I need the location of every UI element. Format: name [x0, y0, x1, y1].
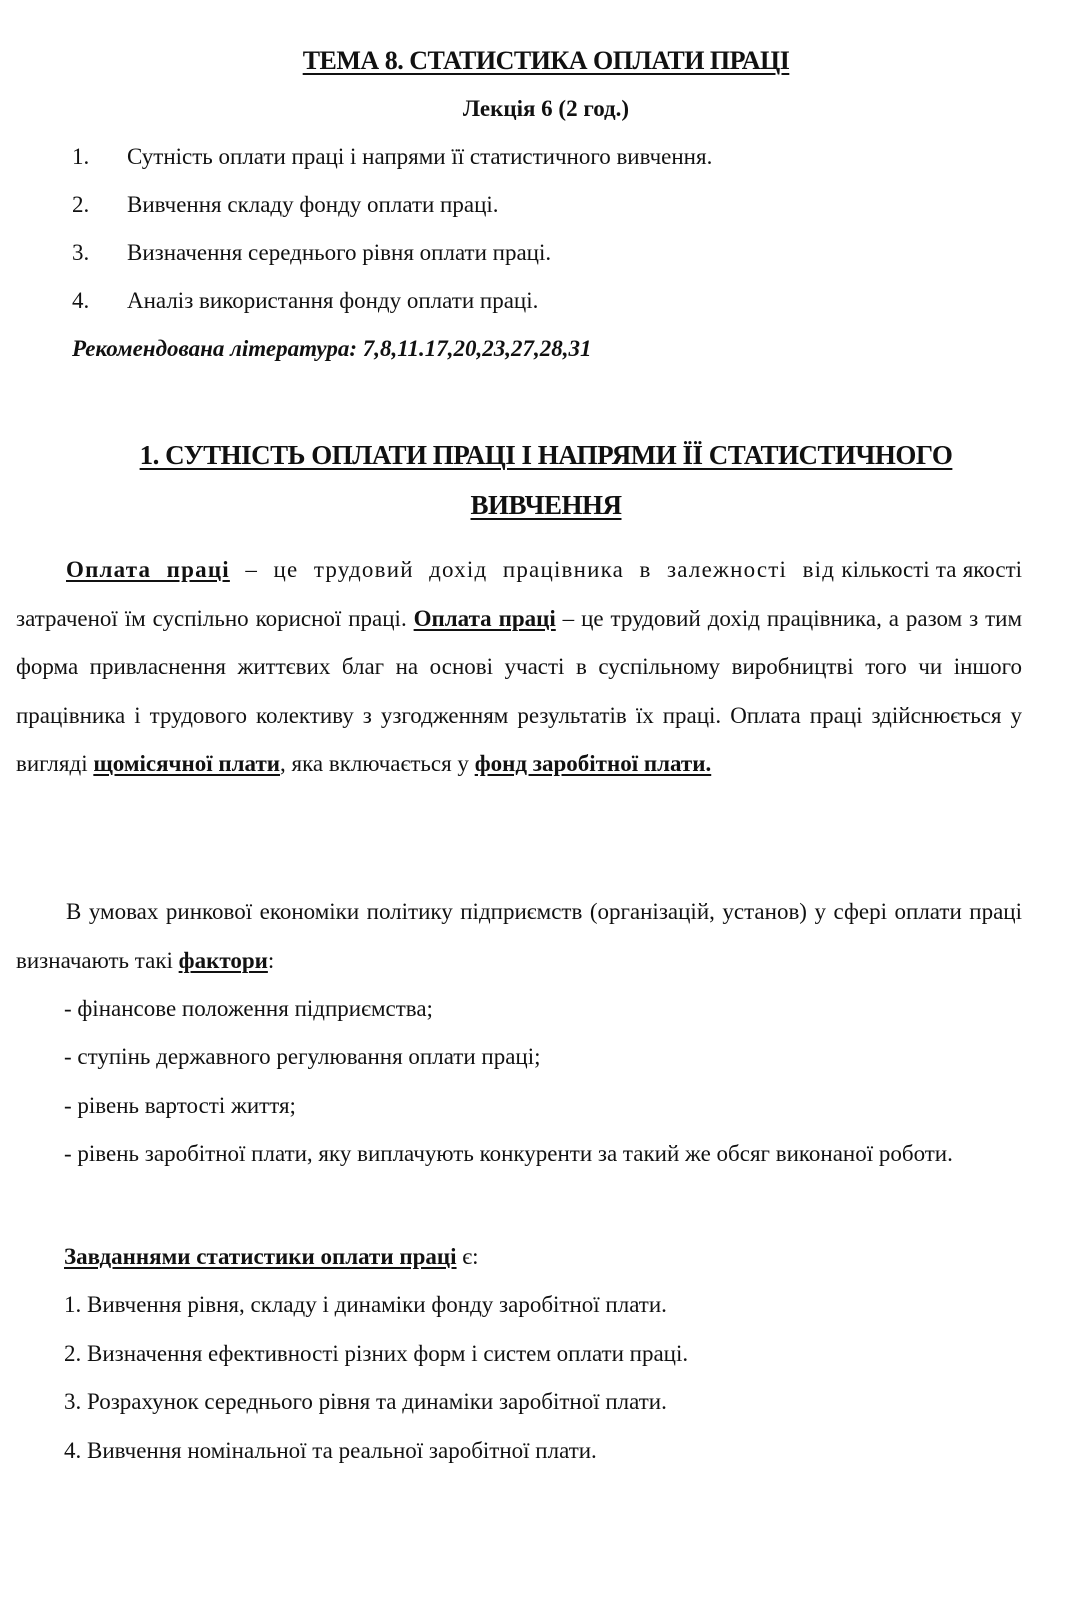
term-wage: Оплата праці [413, 605, 556, 631]
factor-item: - фінансове положення підприємства; [64, 996, 433, 1021]
term-tasks: Завданнями статистики оплати праці [64, 1244, 457, 1269]
task-item: 1. Вивчення рівня, складу і динаміки фонду заробітної плати. [64, 1292, 667, 1317]
term-wage-fund: фонд заробітної плати. [474, 751, 712, 776]
factor-item: - рівень вартості життя; [64, 1093, 296, 1118]
topic-title: ТЕМА 8. СТАТИСТИКА ОПЛАТИ ПРАЦІ [302, 46, 790, 75]
plan-item [72, 142, 1052, 190]
paragraph-text: – це трудовий дохід працівника, а разом з тим форма привласнення життєвих благ на основі участі в суспільному виробництві того чи іншого працівника і трудового колективу з узгодженням результатів їх праці. Оплата праці здійснюється у вигляді [16, 605, 1023, 776]
paragraph-text: В умовах ринкової економіки політику підприємств (організацій, установ) у сфері оплати праці визначають такі [16, 899, 1022, 973]
factor-item: - рівень заробітної плати, яку виплачують конкуренти за такий же обсяг виконаної роботи. [64, 1141, 953, 1166]
plan-item-text: Сутність оплати праці і напрями її статистичного вивчення. [127, 144, 713, 169]
section-title [40, 430, 1052, 530]
task-item: 3. Розрахунок середнього рівня та динаміки заробітної плати. [64, 1389, 667, 1414]
plan-item-text: Визначення середнього рівня оплати праці. [127, 240, 552, 265]
term-factors: фактори [178, 947, 268, 973]
paragraph-text: кількості та якості затраченої їм суспільно корисної праці. [16, 557, 1023, 631]
plan-item-number: 3. [72, 240, 90, 265]
plan-item-number: 4. [72, 288, 90, 313]
plan-item [72, 190, 1052, 238]
plan-item [72, 238, 1052, 286]
recommended-literature: Рекомендована література: 7,8,11.17,20,23,27,28,31 [72, 336, 592, 361]
task-item: 4. Вивчення номінальної та реальної заробітної плати. [64, 1437, 597, 1463]
definition-paragraph [16, 546, 1022, 789]
factors-intro-paragraph [16, 888, 1022, 985]
section-title-line2: ВИВЧЕННЯ [470, 490, 622, 520]
term-monthly-pay: щомісячної плати [93, 751, 281, 776]
paragraph-text: , яка включається у [280, 751, 475, 776]
task-item: 2. Визначення ефективності різних форм і систем оплати праці. [64, 1340, 689, 1366]
paragraph-text: – це трудовий дохід працівника в залежності від [229, 557, 836, 582]
lecture-label: Лекція 6 (2 год.) [462, 96, 630, 121]
tasks-heading: Завданнями статистики оплати праці є: [64, 1244, 479, 1269]
plan-item-number: 2. [72, 192, 90, 217]
tasks-list [64, 1281, 688, 1475]
factor-item: - ступінь державного регулювання оплати праці; [64, 1044, 541, 1069]
lecture-plan [72, 142, 1052, 334]
plan-item-number: 1. [72, 144, 90, 169]
plan-item-text: Вивчення складу фонду оплати праці. [127, 192, 499, 217]
term-wage: Оплата праці [66, 557, 230, 582]
plan-item-text: Аналіз використання фонду оплати праці. [127, 288, 539, 313]
plan-item [72, 286, 1052, 334]
paragraph-text: : [267, 947, 275, 973]
section-title-line1: 1. СУТНІСТЬ ОПЛАТИ ПРАЦІ І НАПРЯМИ ЇЇ СТАТИСТИЧНОГО [139, 440, 953, 470]
